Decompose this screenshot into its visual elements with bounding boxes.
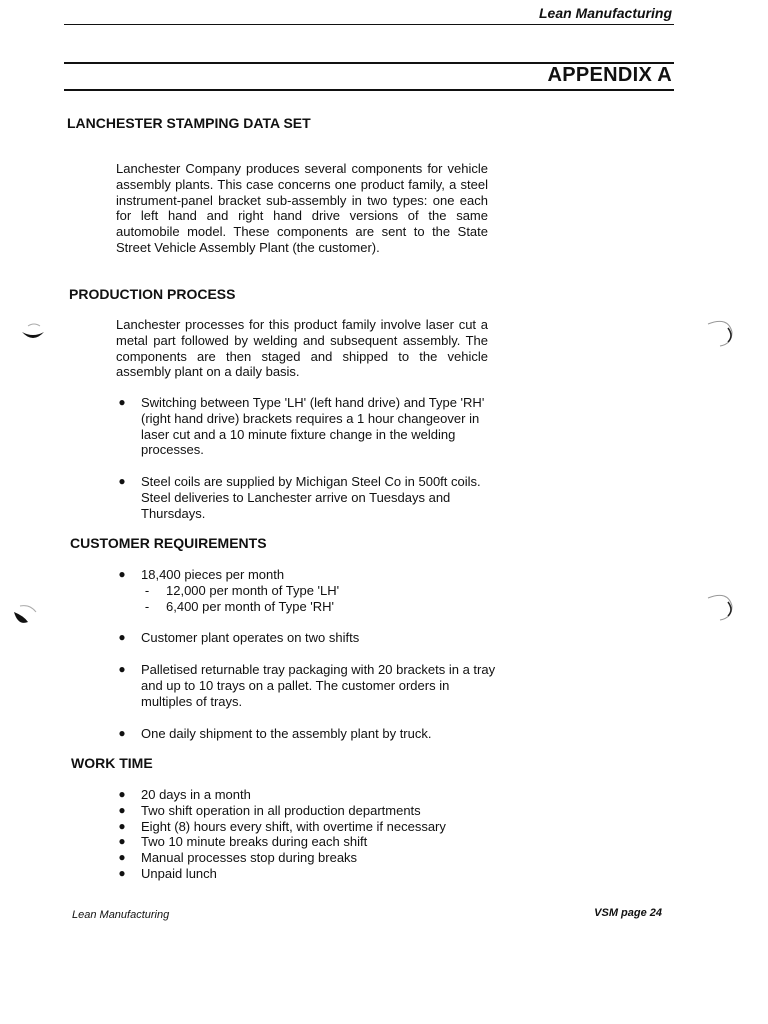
bullet-icon: ●: [118, 802, 126, 817]
list-item: ● One daily shipment to the assembly plant by truck.: [116, 726, 496, 742]
punch-hole-icon: [12, 600, 38, 628]
bullet-icon: ●: [118, 834, 126, 849]
list-item: ● Palletised returnable tray packaging with 20 brackets in a tray and up to 10 trays on a pallet. The customer orders in multiples of trays.: [116, 662, 496, 709]
list-item: ● Two shift operation in all production departments: [116, 803, 496, 819]
bullet-icon: ●: [118, 567, 126, 581]
list-spacer: [116, 646, 496, 662]
footer-page-number: VSM page 24: [594, 907, 662, 919]
header-rule-bottom: [64, 89, 674, 91]
list-spacer: [116, 710, 496, 726]
sub-list-item: - 6,400 per month of Type 'RH': [141, 599, 496, 615]
list-item: ● 18,400 pieces per month - 12,000 per month of Type 'LH' - 6,400 per month of Type 'RH': [116, 567, 496, 614]
punch-hole-icon: [702, 318, 736, 350]
section-heading-work-time: WORK TIME: [71, 755, 153, 771]
running-header-title: Lean Manufacturing: [538, 5, 672, 21]
bullet-icon: ●: [118, 630, 126, 645]
section-heading-production-process: PRODUCTION PROCESS: [69, 286, 236, 302]
bullet-icon: ●: [118, 818, 126, 833]
list-item: ● Manual processes stop during breaks: [116, 850, 496, 866]
header-rule-top: [64, 24, 674, 25]
bullet-icon: ●: [118, 850, 126, 865]
sub-list-item: - 12,000 per month of Type 'LH': [141, 583, 496, 599]
section-heading-data-set: LANCHESTER STAMPING DATA SET: [67, 115, 311, 131]
list-item: ● Two 10 minute breaks during each shift: [116, 834, 496, 850]
list-spacer: [116, 614, 496, 630]
work-time-bullet-list: [116, 787, 496, 882]
dash-icon: -: [144, 598, 150, 614]
footer-running-title: Lean Manufacturing: [72, 909, 170, 921]
bullet-icon: ●: [118, 725, 126, 740]
punch-hole-icon: [20, 320, 46, 346]
dash-icon: -: [144, 582, 150, 598]
list-item: ● Eight (8) hours every shift, with overtime if necessary: [116, 819, 496, 835]
bullet-icon: ●: [118, 662, 126, 677]
bullet-icon: ●: [118, 395, 126, 409]
production-bullet-list: [116, 395, 496, 522]
data-set-paragraph: Lanchester Company produces several components for vehicle assembly plants. This case concerns one product family, a steel instrument-panel bracket sub-assembly in two types: one each for left hand and right hand drive versions of the same automobile model. These components are sent to the State Street Vehicle Assembly Plant (the customer).: [116, 161, 488, 255]
bullet-icon: ●: [118, 474, 126, 489]
appendix-title: APPENDIX A: [547, 64, 672, 86]
list-item: ● Unpaid lunch: [116, 866, 496, 882]
customer-bullet-list: [116, 567, 496, 741]
list-item: ● Switching between Type 'LH' (left hand drive) and Type 'RH' (right hand drive) brackets requires a 1 hour changeover in laser cut and a 10 minute fixture change in the welding processes.: [116, 395, 496, 458]
production-paragraph: Lanchester processes for this product family involve laser cut a metal part followed by welding and subsequent assembly. The components are then staged and shipped to the vehicle assembly plant on a daily basis.: [116, 317, 488, 380]
list-item: ● Steel coils are supplied by Michigan Steel Co in 500ft coils. Steel deliveries to Lanchester arrive on Tuesdays and Thursdays.: [116, 474, 496, 521]
sub-list: [141, 583, 496, 615]
list-item: ● Customer plant operates on two shifts: [116, 630, 496, 646]
bullet-icon: ●: [118, 787, 126, 801]
bullet-icon: ●: [118, 865, 126, 880]
section-heading-customer-requirements: CUSTOMER REQUIREMENTS: [70, 535, 267, 551]
list-spacer: [116, 458, 496, 474]
punch-hole-icon: [702, 592, 736, 624]
list-item: ● 20 days in a month: [116, 787, 496, 803]
